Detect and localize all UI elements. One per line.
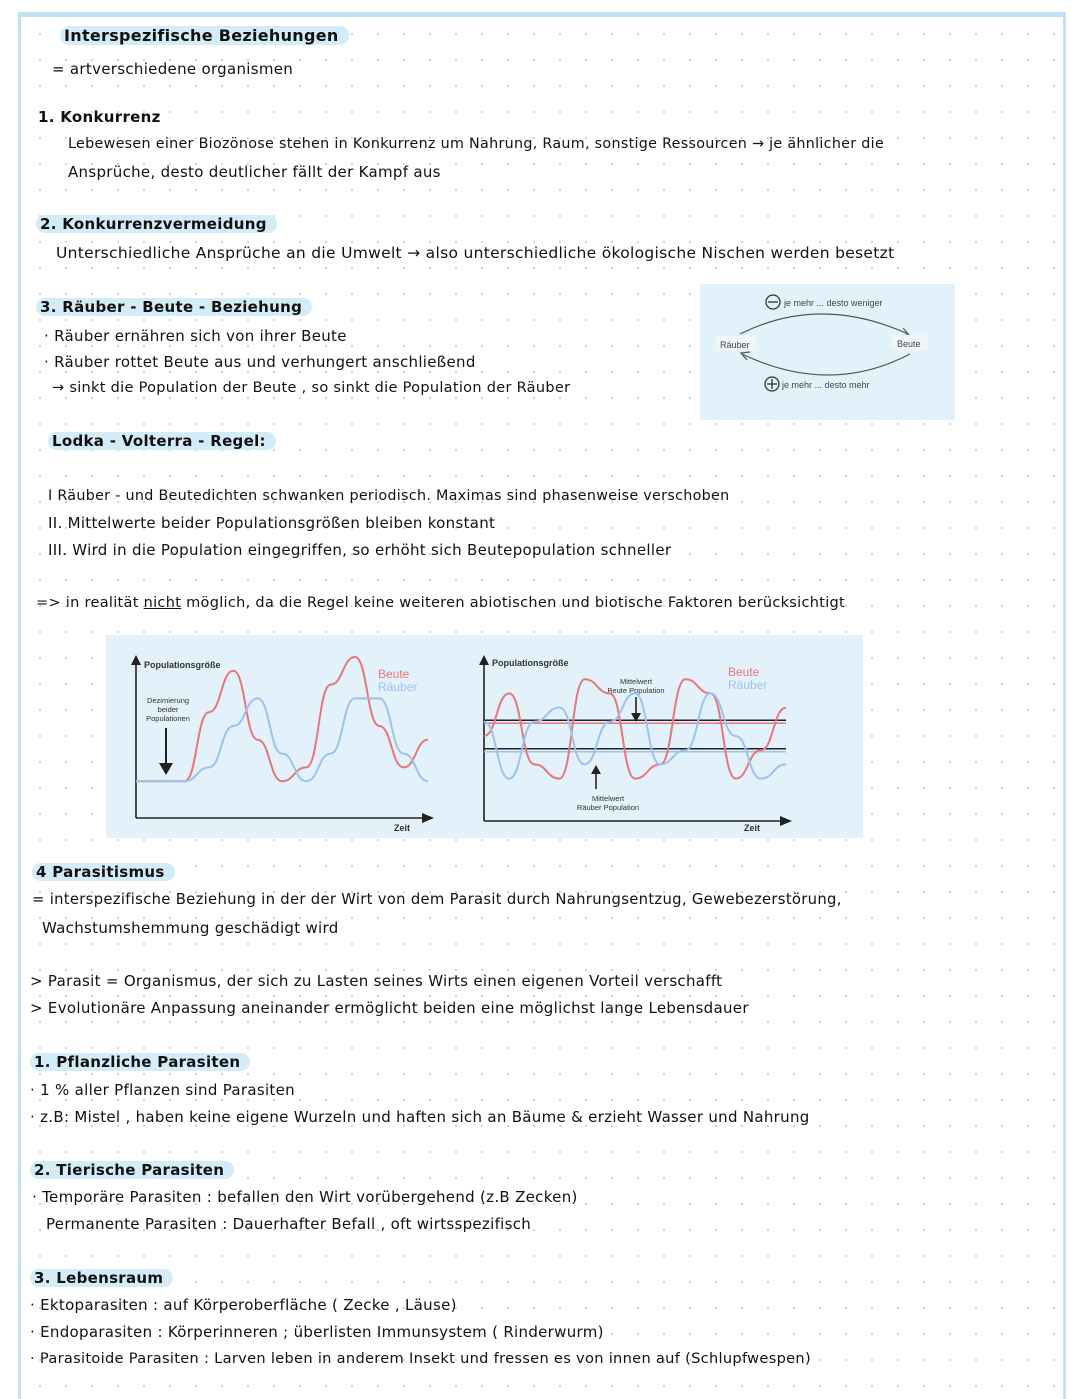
definition-text: = artverschiedene organismen [52, 60, 294, 78]
page-title: Interspezifische Beziehungen [60, 26, 349, 45]
chart1-x-arrow [422, 813, 434, 823]
konkurrenzvermeidung-text: Unterschiedliche Ansprüche an die Umwelt → also unterschiedliche ökologische Nischen werden besetzt [56, 244, 895, 262]
chart1-decimation-arrowhead [159, 763, 173, 775]
chart2-x-arrow [780, 816, 792, 826]
chart2-ylabel: Populationsgröße [492, 658, 569, 668]
lv-rule-1: I Räuber - und Beutedichten schwanken periodisch. Maximas sind phasenweise verschoben [48, 488, 730, 504]
heading-tierische-parasiten: 2. Tierische Parasiten [30, 1161, 234, 1179]
diagram-raeuber-label: Räuber [720, 340, 750, 350]
chart2-mean-prey-line-1: Mittelwert [619, 677, 653, 686]
chart2-mean-pred-line-1: Mittelwert [591, 794, 625, 803]
reality-post: möglich, da die Regel keine weiteren abiotischen und biotische Faktoren berücksichtigt [181, 595, 846, 611]
konkurrenz-text-2: Ansprüche, desto deutlicher fällt der Kampf aus [68, 163, 441, 181]
raeuber-beute-bullet-2: · Räuber rottet Beute aus und verhungert anschließend [44, 353, 476, 371]
section-heading-konkurrenzvermeidung: 2. Konkurrenzvermeidung [36, 215, 277, 233]
chart2-legend-beute: Beute [728, 665, 760, 679]
chart1-ylabel: Populationsgröße [144, 660, 221, 670]
chart2-series [484, 679, 786, 778]
parasitismus-point-1: > Parasit = Organismus, der sich zu Lasten seines Wirts einen eigenen Vorteil verschafft [30, 972, 723, 990]
chart2-mean-prey-line-2: Beute Population [607, 686, 665, 695]
chart1-xlabel: Zeit [394, 823, 411, 833]
heading-lebensraum: 3. Lebensraum [30, 1269, 173, 1287]
chart2-mean-pred-line-2: Räuber Population [576, 803, 640, 812]
chart1-annot-line-1: Dezimierung [146, 696, 190, 705]
chart2-y-arrow [479, 655, 489, 665]
arrow-top [740, 314, 908, 334]
chart1-legend-raeuber: Räuber [378, 680, 418, 694]
diagram-top-label: je mehr ... desto weniger [784, 298, 883, 308]
reality-underlined: nicht [143, 595, 182, 611]
section-heading-raeuber-beute: 3. Räuber - Beute - Beziehung [36, 298, 312, 316]
section-heading-konkurrenz: 1. Konkurrenz [38, 108, 161, 126]
raeuber-beute-bullet-1: · Räuber ernähren sich von ihrer Beute [44, 327, 347, 345]
lebensraum-line-3: · Parasitoide Parasiten : Larven leben in anderem Insekt und fressen es von innen auf (Schlupfwespen) [30, 1350, 811, 1367]
chart2-mean-pred-arrowhead [591, 765, 601, 774]
parasitismus-point-2: > Evolutionäre Anpassung aneinander ermöglicht beiden eine möglichst lange Lebensdauer [30, 999, 749, 1017]
chart1-y-arrow [131, 655, 141, 665]
diagram-beute-label: Beute [897, 339, 921, 349]
raeuber-beute-bullet-3: → sinkt die Population der Beute , so sinkt die Population der Räuber [52, 380, 571, 396]
tierische-line-1: · Temporäre Parasiten : befallen den Wirt vorübergehend (z.B Zecken) [32, 1188, 578, 1206]
parasitismus-def-1: = interspezifische Beziehung in der der Wirt von dem Parasit durch Nahrungsentzug, Gewebezerstörung, [32, 891, 842, 908]
reality-pre: => in realität [36, 595, 144, 611]
chart2-series-raeuber [484, 693, 786, 778]
chart1-series-raeuber [136, 698, 428, 781]
chart1-legend-beute: Beute [378, 667, 410, 681]
chart2-legend-raeuber: Räuber [728, 678, 768, 692]
diagram-bottom-label: je mehr ... desto mehr [782, 380, 870, 390]
chart2-xlabel: Zeit [744, 823, 761, 833]
lv-rule-3: III. Wird in die Population eingegriffen, so erhöht sich Beutepopulation schneller [48, 541, 672, 559]
predator-prey-cycle-diagram [700, 284, 955, 420]
lebensraum-line-1: · Ektoparasiten : auf Körperoberfläche ( Zecke , Läuse) [30, 1296, 457, 1314]
lv-reality-note [36, 595, 845, 611]
section-heading-parasitismus: 4 Parasitismus [32, 863, 175, 881]
lotka-volterra-charts [106, 635, 863, 838]
konkurrenz-text-1: Lebewesen einer Biozönose stehen in Konkurrenz um Nahrung, Raum, sonstige Ressourcen → je ähnlicher die [68, 136, 885, 152]
chart1-annot-line-3: Populationen [146, 714, 190, 723]
arrow-bottom [742, 354, 910, 375]
chart1-annot-line-2: beider [157, 705, 179, 714]
cycle-svg [700, 284, 955, 420]
lv-rule-2: II. Mittelwerte beider Populationsgrößen bleiben konstant [48, 514, 496, 532]
tierische-line-2: Permanente Parasiten : Dauerhafter Befall , oft wirtsspezifisch [46, 1215, 532, 1233]
pflanzliche-line-2: · z.B: Mistel , haben keine eigene Wurzeln und haften sich an Bäume & erzieht Wasser und Nahrung [30, 1108, 810, 1126]
pflanzliche-line-1: · 1 % aller Pflanzen sind Parasiten [30, 1081, 295, 1099]
parasitismus-def-2: Wachstumshemmung geschädigt wird [42, 919, 339, 937]
charts-svg [106, 635, 863, 838]
heading-pflanzliche-parasiten: 1. Pflanzliche Parasiten [30, 1053, 250, 1071]
lebensraum-line-2: · Endoparasiten : Körperinneren ; überlisten Immunsystem ( Rinderwurm) [30, 1323, 604, 1341]
lotka-volterra-heading: Lodka - Volterra - Regel: [48, 432, 276, 450]
